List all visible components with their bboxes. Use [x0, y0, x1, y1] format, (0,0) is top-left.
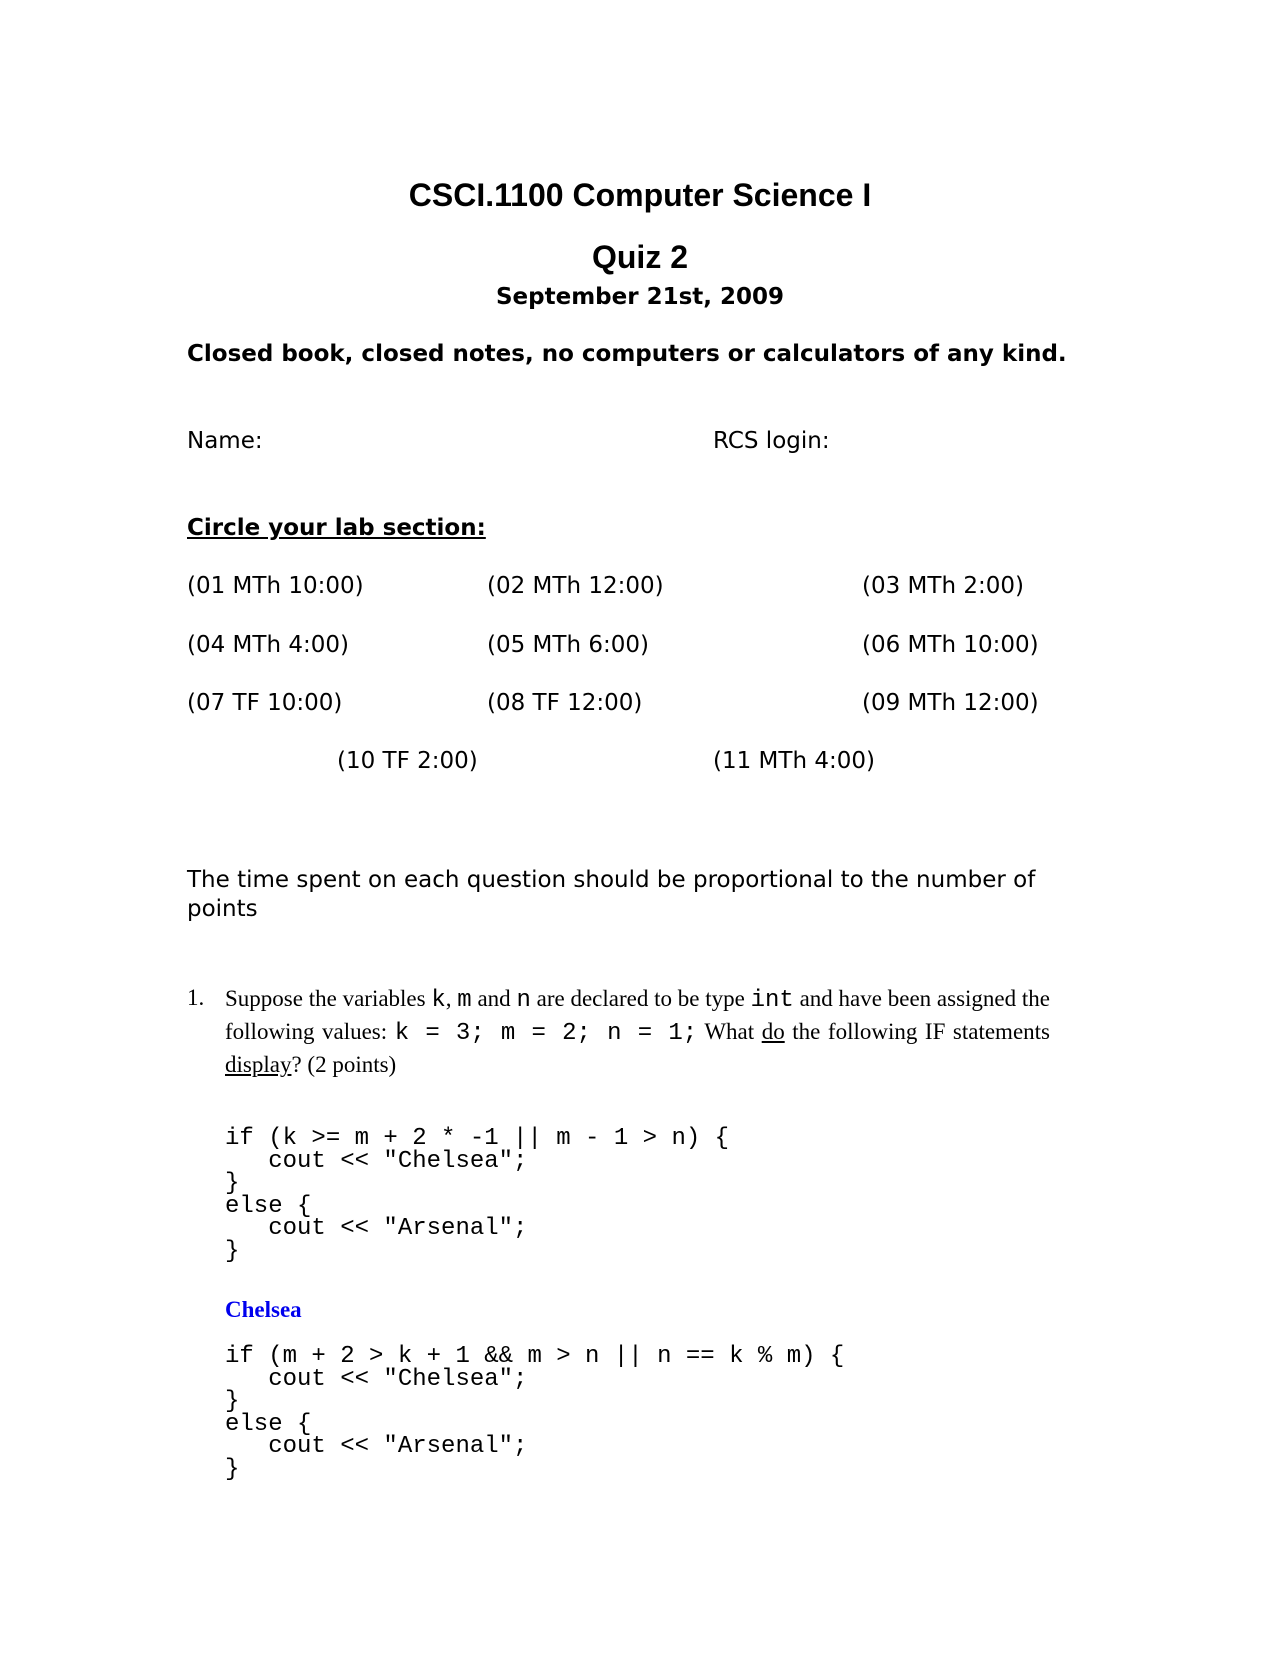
lab-option[interactable]: (05 MTh 6:00) — [487, 632, 649, 658]
var-k: k — [431, 987, 446, 1014]
course-title: CSCI.1100 Computer Science I — [408, 177, 872, 213]
question-number: 1. — [187, 985, 205, 1010]
code-block-b: if (m + 2 > k + 1 && m > n || n == k % m) { cout << "Chelsea"; } else { cout << "Arsenal"; } — [225, 1343, 845, 1483]
rcs-login-label: RCS login: — [713, 428, 830, 454]
lab-option[interactable]: (02 MTh 12:00) — [487, 573, 664, 599]
lab-option[interactable]: (06 MTh 10:00) — [862, 632, 1039, 658]
var-n: n — [516, 987, 531, 1014]
assignments-code: k = 3; m = 2; n = 1; — [394, 1020, 698, 1047]
quiz-title: Quiz 2 — [591, 239, 688, 275]
lab-option[interactable]: (10 TF 2:00) — [337, 748, 478, 774]
lab-option[interactable]: (07 TF 10:00) — [187, 690, 343, 716]
question-text: Suppose the variables k, m and n are declared to be type int and have been assigned the following values: k = 3; m = 2; n = 1; What do the following IF statements display? (2 points) — [225, 986, 1050, 1077]
answer-a: Chelsea — [225, 1297, 302, 1322]
lab-section-heading: Circle your lab section: — [187, 515, 486, 541]
lab-option[interactable]: (08 TF 12:00) — [487, 690, 643, 716]
lab-option[interactable]: (03 MTh 2:00) — [862, 573, 1024, 599]
lab-option[interactable]: (04 MTh 4:00) — [187, 632, 349, 658]
exam-instructions: Closed book, closed notes, no computers or calculators of any kind. — [187, 341, 1067, 367]
code-block-a: if (k >= m + 2 * -1 || m - 1 > n) { cout << "Chelsea"; } else { cout << "Arsenal"; } — [225, 1125, 730, 1265]
time-note: The time spent on each question should be proportional to the number of points — [187, 867, 1036, 922]
name-label: Name: — [187, 428, 263, 454]
type-int: int — [750, 987, 794, 1014]
var-m: m — [457, 987, 472, 1014]
quiz-date: September 21st, 2009 — [495, 284, 785, 310]
lab-option[interactable]: (09 MTh 12:00) — [862, 690, 1039, 716]
lab-option[interactable]: (11 MTh 4:00) — [713, 748, 875, 774]
lab-option[interactable]: (01 MTh 10:00) — [187, 573, 364, 599]
